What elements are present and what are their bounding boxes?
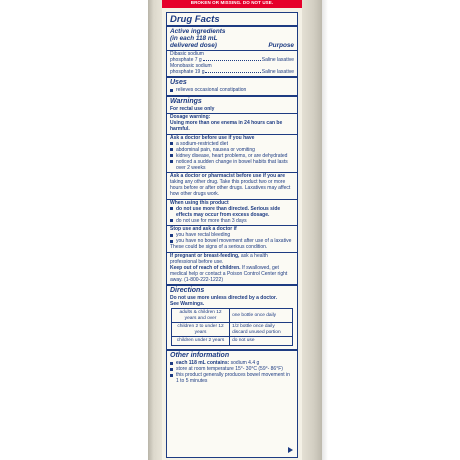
when-using-list: [167, 206, 297, 224]
list-item: relieves occasional constipation: [170, 87, 294, 93]
directions-heading: Directions: [170, 287, 205, 295]
top-warning-text: BROKEN OR MISSING. DO NOT USE.: [190, 0, 274, 5]
list-item: a sodium-restricted diet: [170, 141, 294, 147]
list-item: noticed a sudden change in bowel habits that lasts over 2 weeks: [170, 159, 294, 171]
table-cell-age: adults & children 12 years and over: [172, 309, 230, 323]
directions-see-warnings: See Warnings.: [170, 301, 205, 308]
table-cell-dose: 1/2 bottle once daily discard unused portion: [230, 323, 293, 337]
purpose-heading: Purpose: [268, 42, 294, 50]
list-item: do not use for more than 3 days: [170, 218, 294, 224]
list-item: you have rectal bleeding: [170, 232, 294, 238]
table-row: [172, 323, 293, 337]
keep-out-text: If swallowed, get medical help or contact a Poison Control Center right away. (1-800-222-1222): [170, 264, 288, 283]
carton-shadow: [322, 0, 328, 460]
dosage-warning-text-2: harmful.: [170, 126, 190, 133]
list-item: kidney disease, heart problems, or are dehydrated: [170, 153, 294, 159]
carton-left-edge: [148, 0, 162, 460]
stop-use-title: Stop use and ask a doctor if: [170, 226, 237, 233]
stop-use-list: [167, 232, 297, 244]
ingredient-2-name-line1: Monobasic sodium: [170, 62, 212, 69]
ingredient-1-purpose: Saline laxative: [261, 56, 294, 63]
other-info-list: [167, 360, 297, 384]
ask-pharmacist-text: taking any other drug. Take this product two or more hours before or after other drugs. Laxatives may affect how other drugs work.: [170, 179, 291, 198]
list-item: store at room temperature 15°- 30°C (59°- 86°F): [170, 366, 294, 372]
dosage-warning-title: Dosage warning:: [170, 114, 211, 121]
warnings-heading: Warnings: [170, 97, 202, 105]
active-ingredients-subheading: (in each 118 mL: [170, 35, 218, 43]
keep-out-warning: [167, 265, 297, 283]
rectal-use-only: For rectal use only: [170, 105, 215, 112]
ask-doctor-list: [167, 141, 297, 171]
stop-use-note: These could be signs of a serious condition.: [170, 244, 268, 251]
active-ingredients-header: [167, 27, 297, 50]
each-contains-text: sodium 4.4 g: [230, 360, 260, 367]
other-info-heading: Other information: [170, 352, 230, 360]
directions-intro: Do not use more unless directed by a doctor.: [170, 295, 277, 302]
directions-table: [171, 308, 293, 346]
pregnancy-warning: [167, 253, 297, 265]
pregnancy-warning-text: ask a health professional before use.: [170, 252, 268, 265]
active-ingredients-heading: Active ingredients: [170, 28, 226, 35]
table-row: [172, 309, 293, 323]
carton-right-edge: [302, 0, 322, 460]
ingredient-1-name-line1: Dibasic sodium: [170, 50, 204, 57]
ingredient-1-name-line2: phosphate 7 g: [170, 56, 202, 63]
continue-arrow-icon: [288, 447, 293, 453]
when-using-title: When using this product: [170, 199, 229, 206]
drug-facts-box: [166, 12, 298, 458]
list-item: do not use more than directed. Serious side effects may occur from excess dosage.: [170, 206, 294, 218]
active-ingredients-subheading-2: delivered dose): [170, 42, 217, 50]
table-cell-dose: do not use: [230, 337, 293, 346]
table-cell-age: children 2 to under 12 years: [172, 323, 230, 337]
pregnancy-warning-bold: If pregnant or breast-feeding,: [170, 252, 240, 259]
dosage-warning-text: Using more than one enema in 24 hours can be: [170, 120, 283, 127]
uses-heading: Uses: [170, 79, 187, 87]
uses-list: [167, 87, 297, 93]
each-contains-bold: each 118 mL contains:: [176, 360, 230, 367]
list-item: abdominal pain, nausea or vomiting: [170, 147, 294, 153]
table-cell-dose: one bottle once daily: [230, 309, 293, 323]
ingredient-2-purpose: Saline laxative: [261, 68, 294, 75]
list-item: you have no bowel movement after use of a laxative: [170, 238, 294, 244]
ask-doctor-title: Ask a doctor before use if you have: [170, 134, 255, 141]
table-row: [172, 337, 293, 346]
drug-facts-title: Drug Facts: [170, 14, 220, 25]
ask-pharmacist-title: Ask a doctor or pharmacist before use if you are: [170, 173, 286, 180]
keep-out-bold: Keep out of reach of children.: [170, 264, 241, 271]
ingredient-2-name-line2: phosphate 19 g: [170, 68, 205, 75]
list-item: this product generally produces bowel movement in 1 to 5 minutes: [170, 372, 294, 384]
table-cell-age: children under 2 years: [172, 337, 230, 346]
